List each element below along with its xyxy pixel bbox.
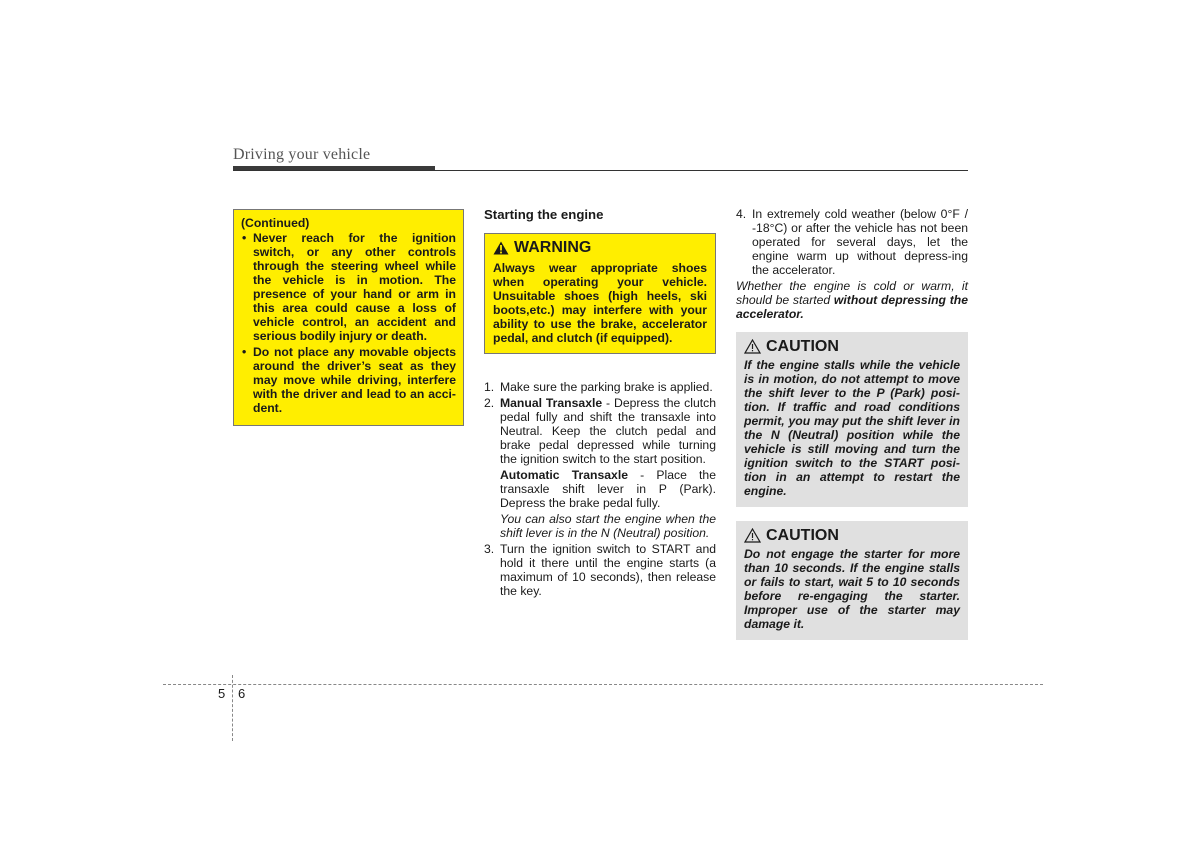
- step-2-automatic: [484, 468, 716, 510]
- step-2-label: Manual Transaxle: [500, 396, 603, 410]
- column-left: [233, 209, 464, 426]
- starting-note-emphasis: without depressing the accelerator.: [736, 293, 968, 321]
- column-middle: [484, 207, 716, 600]
- step-2: [484, 396, 716, 466]
- starting-note: [736, 279, 968, 321]
- step-2-number: 2.: [484, 396, 495, 410]
- column-right: [736, 207, 968, 640]
- page-chapter-number: 5: [218, 686, 226, 701]
- caution-2-title-text: CAUTION: [766, 526, 839, 544]
- continued-label: (Continued): [241, 216, 310, 230]
- step-2-text: - Depress the clutch pedal fully and shift the transaxle into Neutral. Keep the clutch pedal and brake pedal depressed while turning the ignition switch to the start position.: [500, 396, 717, 466]
- footer-dashed-divider: [232, 675, 233, 741]
- step-1: [484, 380, 716, 394]
- caution-box-2: [736, 521, 968, 640]
- warning-bullet-1: • Never reach for the ignition switch, or any other controls through the steering wheel while the vehicle is in motion. The presence of your hand or arm in this area could cause a loss of vehicle control, an accident and serious bodily injury or death.: [241, 231, 456, 343]
- caution-1-body: If the engine stalls while the vehicle is in motion, do not attempt to move the shift lever to the P (Park) posi-tion. If traffic and road conditions permit, you may put the shift lever in the N (Neutral) position while the vehicle is still moving and turn the ignition switch to the START posi-tion in an attempt to restart the engine.: [744, 358, 960, 498]
- step-2-automatic-label: Automatic Transaxle: [500, 468, 628, 482]
- step-2-note: You can also start the engine when the shift lever is in the N (Neutral) position.: [500, 512, 716, 540]
- warning-body: Always wear appropriate shoes when operating your vehicle. Unsuitable shoes (high heels, ski boots,etc.) may interfere with your ability to use the brake, accelerator pedal, and clutch (if equipped).: [493, 261, 707, 345]
- step-1-number: 1.: [484, 380, 495, 394]
- step-3: [484, 542, 716, 598]
- step-4-number: 4.: [736, 207, 747, 221]
- page-header-title: Driving your vehicle: [233, 146, 371, 163]
- header-rule: [233, 170, 968, 171]
- caution-1-title-text: CAUTION: [766, 337, 839, 355]
- step-4: [736, 207, 968, 277]
- step-2-automatic-text: - Place the transaxle shift lever in P (Park). Depress the brake pedal fully.: [500, 468, 716, 510]
- step-3-number: 3.: [484, 542, 495, 556]
- footer-dashed-rule: [163, 684, 1043, 685]
- warning-title-text: WARNING: [514, 239, 592, 256]
- step-4-text: In extremely cold weather (below 0°F / -18°C) or after the vehicle has not been operated for several days, let the engine warm up without depress-ing the accelerator.: [752, 207, 968, 277]
- steps-list: [484, 380, 716, 598]
- caution-box-1: [736, 332, 968, 507]
- warning-triangle-icon: [493, 241, 509, 255]
- step-1-text: Make sure the parking brake is applied.: [500, 380, 713, 394]
- continued-warning-box: [233, 209, 464, 426]
- caution-2-body: Do not engage the starter for more than 10 seconds. If the engine stalls or fails to start, wait 5 to 10 seconds before re-engaging the starter. Improper use of the starter may damage it.: [744, 547, 960, 631]
- caution-triangle-icon: [744, 339, 761, 354]
- step-3-text: Turn the ignition switch to START and hold it there until the engine starts (a maximum of 10 seconds), then release the key.: [500, 542, 716, 598]
- warning-bullet-2: • Do not place any movable objects around the driver’s seat as they may move while driving, interfere with the driver and lead to an acci-dent.: [241, 345, 456, 415]
- warning-bullet-list: [241, 231, 456, 415]
- warning-box: [484, 233, 716, 354]
- section-heading: Starting the engine: [484, 207, 604, 222]
- starting-note-text: Whether the engine is cold or warm, it should be started: [736, 279, 968, 307]
- caution-2-title: [744, 528, 960, 543]
- caution-1-title: [744, 339, 960, 354]
- warning-title: [493, 241, 707, 255]
- page-number: 6: [238, 686, 246, 701]
- caution-triangle-icon: [744, 528, 761, 543]
